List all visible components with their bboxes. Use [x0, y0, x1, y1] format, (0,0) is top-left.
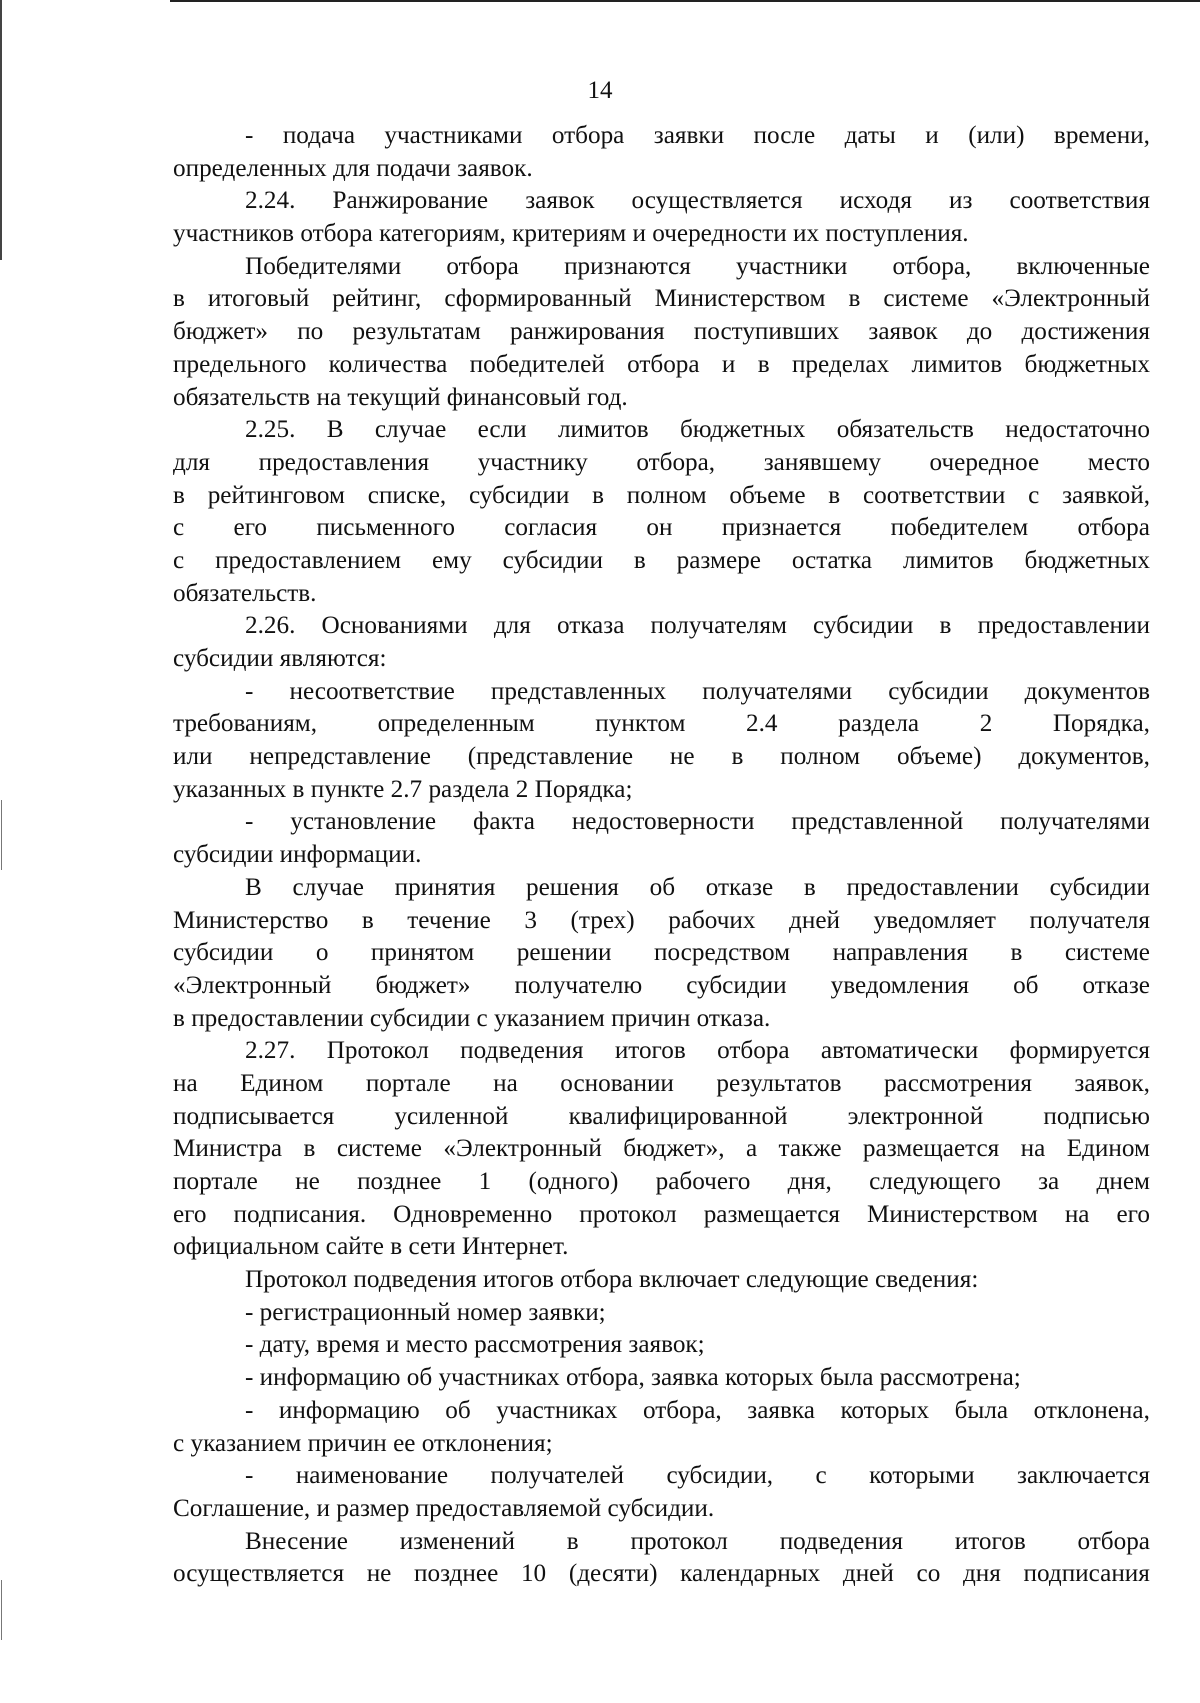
text-line: официальном сайте в сети Интернет.	[173, 1233, 569, 1261]
text-line: 2.27. Протокол подведения итогов отбора автоматически формируется	[245, 1037, 1150, 1065]
text-line: участников отбора категориям, критериям и очередности их поступления.	[173, 220, 969, 248]
text-line: его подписания. Одновременно протокол размещается Министерством на его	[173, 1200, 1150, 1228]
text-line: Министерство в течение 3 (трех) рабочих дней уведомляет получателя	[173, 906, 1150, 934]
text-line: 2.25. В случае если лимитов бюджетных обязательств недостаточно	[245, 416, 1150, 444]
scan-left-border	[0, 0, 2, 260]
text-line: - информацию об участниках отбора, заявка которых была рассмотрена;	[245, 1364, 1021, 1392]
text-line: в рейтинговом списке, субсидии в полном объеме в соответствии с заявкой,	[173, 481, 1150, 509]
text-line: в итоговый рейтинг, сформированный Министерством в системе «Электронный	[173, 285, 1150, 313]
text-line: 2.24. Ранжирование заявок осуществляется исходя из соответствия	[245, 187, 1150, 215]
text-line: - установление факта недостоверности представленной получателями	[245, 808, 1150, 836]
text-line: указанных в пункте 2.7 раздела 2 Порядка;	[173, 775, 633, 803]
document-text	[173, 120, 1150, 1591]
text-line: В случае принятия решения об отказе в предоставлении субсидии	[245, 873, 1150, 901]
page-number: 14	[587, 77, 613, 104]
text-line: требованиям, определенным пунктом 2.4 раздела 2 Порядка,	[173, 710, 1150, 738]
text-line: портале не позднее 1 (одного) рабочего дня, следующего за днем	[173, 1168, 1150, 1195]
text-line: с предоставлением ему субсидии в размере остатка лимитов бюджетных	[173, 546, 1150, 574]
text-line: «Электронный бюджет» получателю субсидии уведомления об отказе	[173, 971, 1150, 999]
text-line: Министра в системе «Электронный бюджет», а также размещается на Едином	[173, 1135, 1150, 1163]
text-line: определенных для подачи заявок.	[173, 154, 533, 182]
text-line: обязательств на текущий финансовый год.	[173, 383, 628, 411]
text-line: для предоставления участнику отбора, занявшему очередное место	[173, 448, 1150, 476]
text-line: Победителями отбора признаются участники отбора, включенные	[245, 252, 1150, 280]
text-line: на Едином портале на основании результатов рассмотрения заявок,	[173, 1069, 1150, 1097]
text-line: с указанием причин ее отклонения;	[173, 1429, 553, 1457]
text-line: Внесение изменений в протокол подведения итогов отбора	[245, 1527, 1150, 1555]
text-line: - наименование получателей субсидии, с которыми заключается	[245, 1462, 1150, 1490]
text-line: или непредставление (представление не в полном объеме) документов,	[173, 743, 1150, 771]
text-line: - дату, время и место рассмотрения заявок;	[245, 1331, 705, 1359]
text-line: субсидии о принятом решении посредством направления в системе	[173, 939, 1150, 967]
text-line: обязательств.	[173, 579, 317, 607]
text-line: Соглашение, и размер предоставляемой субсидии.	[173, 1494, 715, 1522]
scan-left-mark	[1, 800, 2, 870]
text-line: с его письменного согласия он признается победителем отбора	[173, 514, 1150, 542]
text-line: - регистрационный номер заявки;	[245, 1298, 606, 1326]
text-line: в предоставлении субсидии с указанием причин отказа.	[173, 1004, 771, 1032]
text-line: - подача участниками отбора заявки после даты и (или) времени,	[245, 122, 1150, 149]
text-line: 2.26. Основаниями для отказа получателям субсидии в предоставлении	[245, 612, 1150, 640]
text-line: осуществляется не позднее 10 (десяти) календарных дней со дня подписания	[173, 1560, 1150, 1588]
text-line: - несоответствие представленных получателями субсидии документов	[245, 677, 1150, 705]
text-line: Протокол подведения итогов отбора включает следующие сведения:	[245, 1266, 979, 1294]
scan-left-mark	[1, 1580, 2, 1640]
text-line: - информацию об участниках отбора, заявка которых была отклонена,	[245, 1396, 1150, 1424]
scan-top-border	[170, 0, 1200, 2]
text-line: субсидии являются:	[173, 645, 387, 672]
text-line: предельного количества победителей отбора и в пределах лимитов бюджетных	[173, 350, 1150, 378]
text-line: бюджет» по результатам ранжирования поступивших заявок до достижения	[173, 318, 1150, 346]
text-line: подписывается усиленной квалифицированной электронной подписью	[173, 1102, 1150, 1130]
text-line: субсидии информации.	[173, 841, 422, 869]
